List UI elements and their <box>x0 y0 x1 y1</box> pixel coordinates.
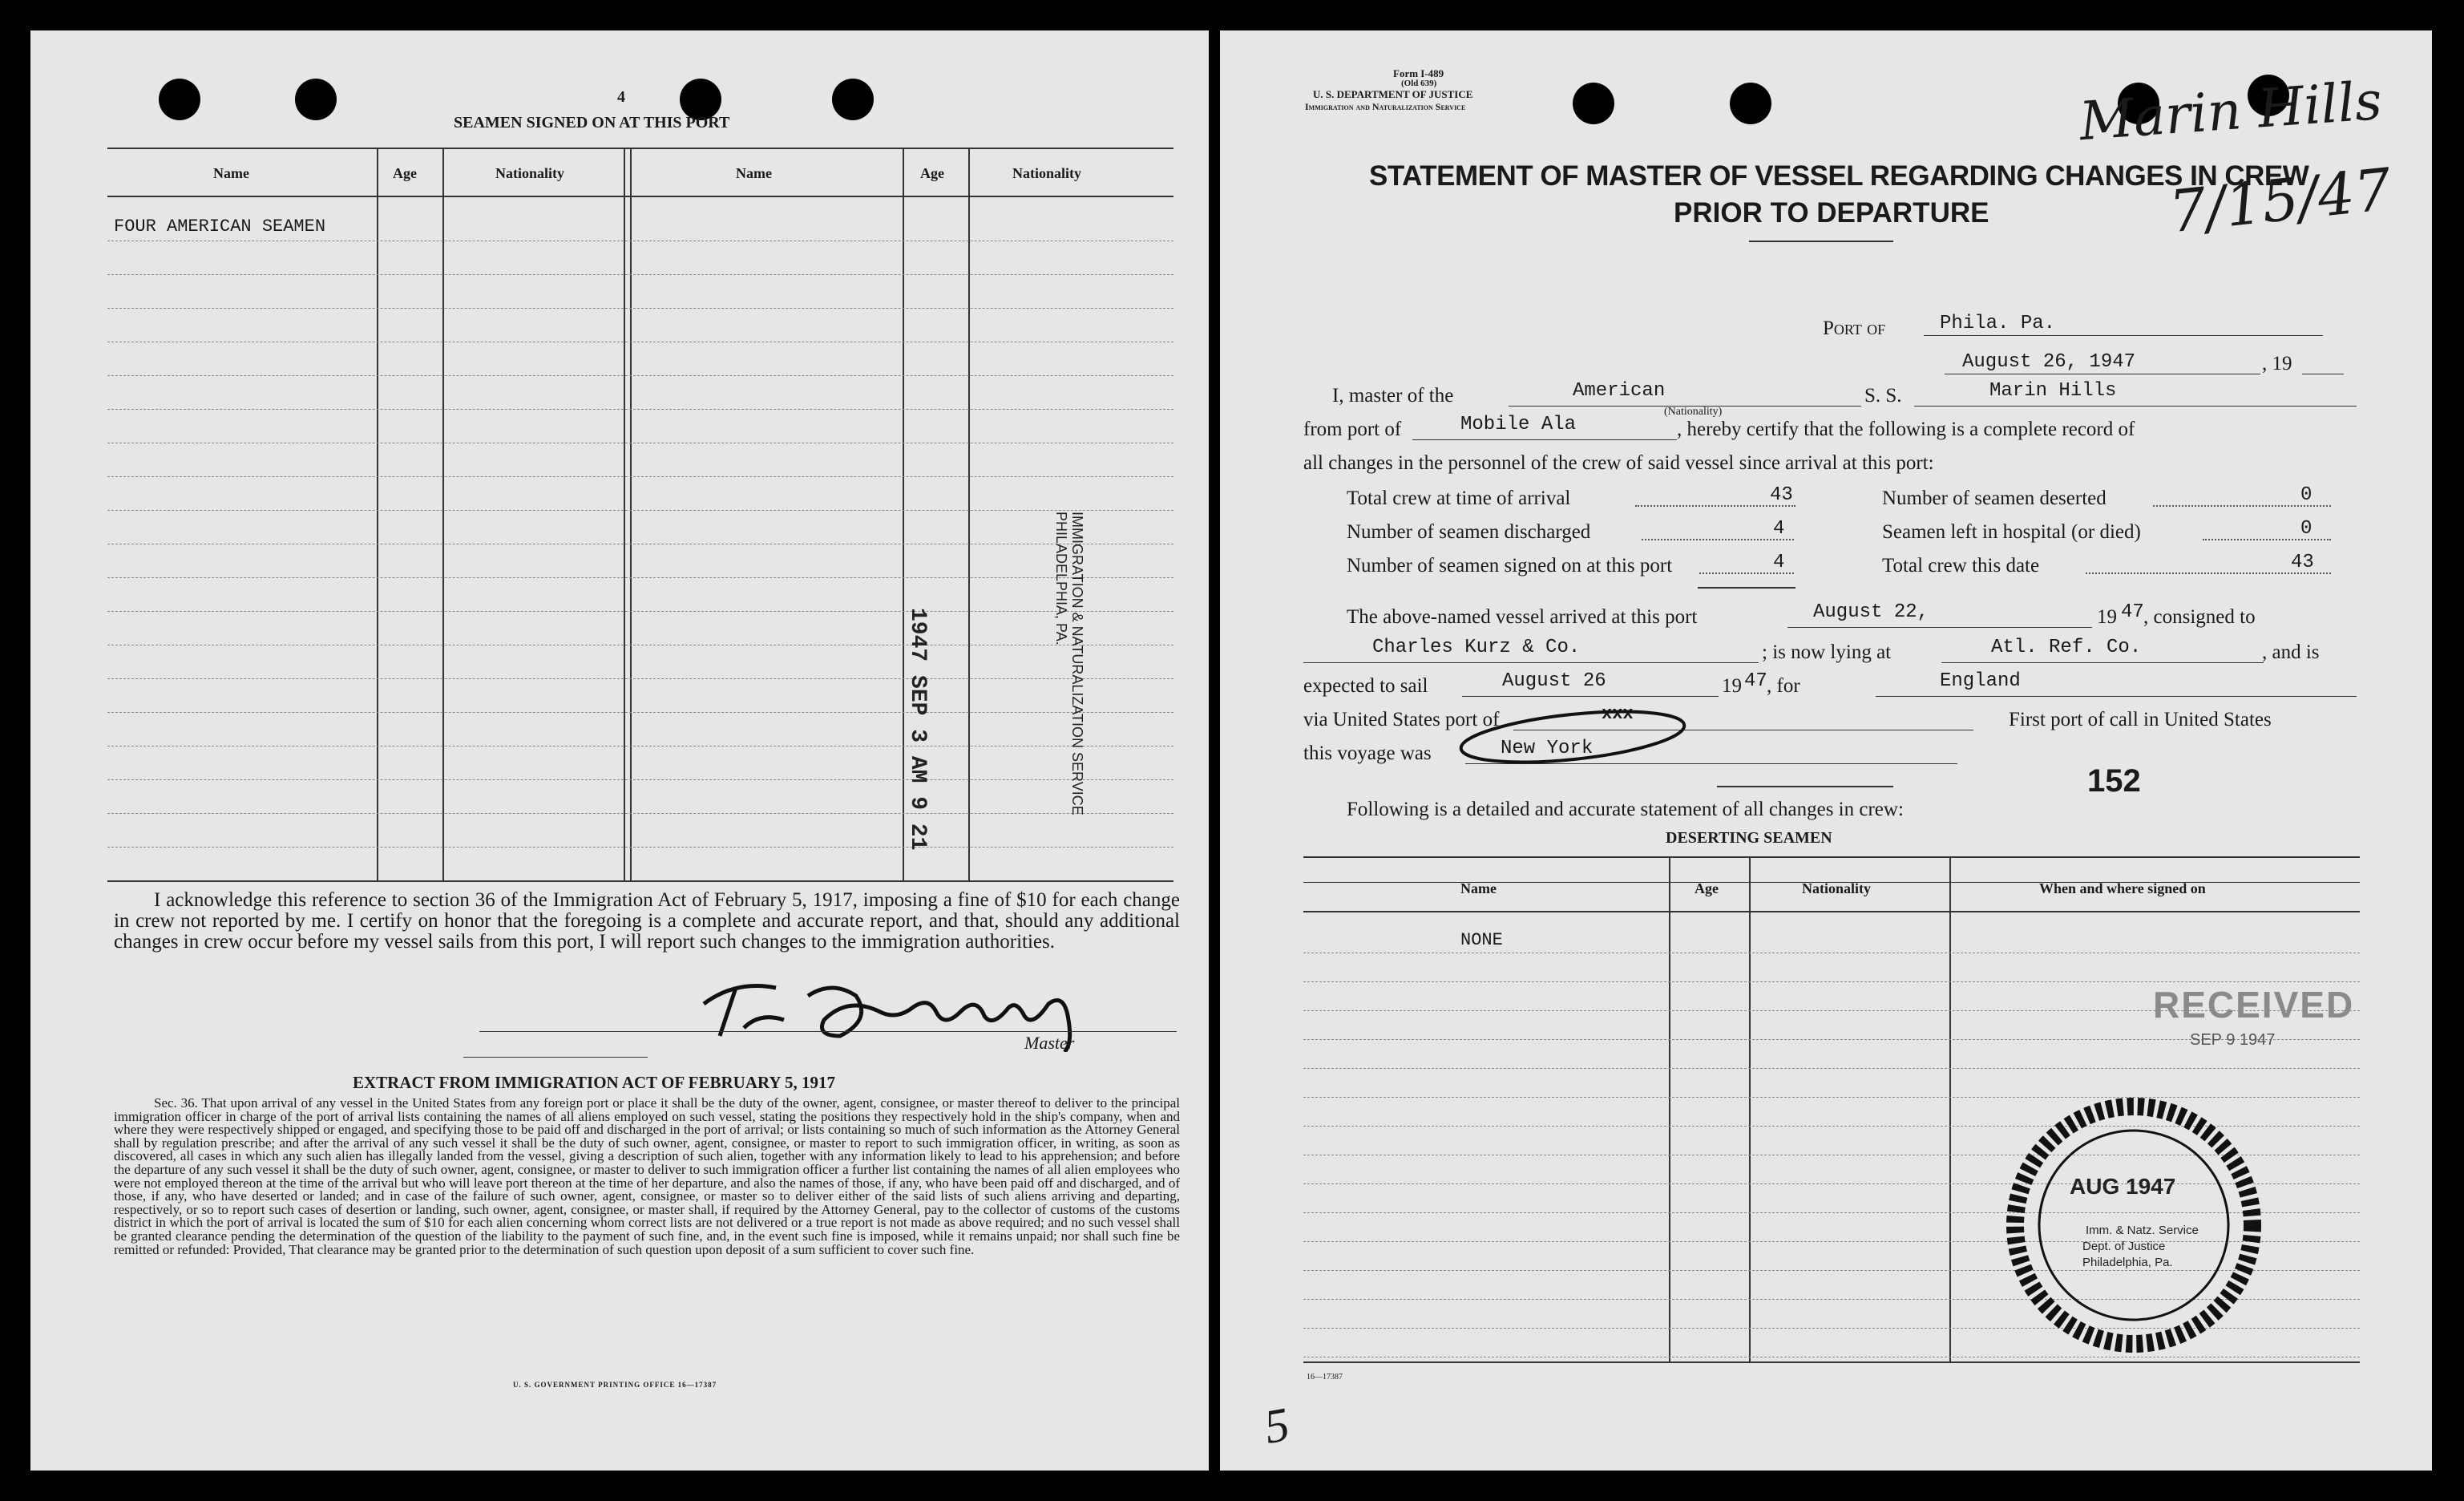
consignee-value: Charles Kurz & Co. <box>1372 637 1581 658</box>
form-title-line1: STATEMENT OF MASTER OF VESSEL REGARDING CHANGES IN CREW <box>1369 160 2309 192</box>
total-arrival-label: Total crew at time of arrival <box>1347 488 1571 509</box>
expected-label: expected to sail <box>1303 675 1428 697</box>
lying-value: Atl. Ref. Co. <box>1991 637 2142 658</box>
date-value: August 26, 1947 <box>1962 351 2136 373</box>
date-suffix: , 19 <box>2262 353 2292 374</box>
arrived-label: The above-named vessel arrived at this port <box>1347 606 1698 628</box>
column-header-age: Age <box>920 165 944 181</box>
table-row <box>107 308 1173 309</box>
for-label: , for <box>1767 675 1800 697</box>
column-header-nationality: Nationality <box>1012 165 1082 181</box>
nationality-value: American <box>1573 380 1666 402</box>
date-stamp: 1947 SEP 3 AM 9 21 <box>905 608 930 851</box>
form-title-line2: PRIOR TO DEPARTURE <box>1674 197 1989 229</box>
table-row <box>107 779 1173 780</box>
total-arrival-value: 43 <box>1770 484 1793 506</box>
total-date-value: 43 <box>2291 552 2314 573</box>
margin-mark: 5 <box>1260 1397 1294 1454</box>
consigned-label: , consigned to <box>2143 606 2256 628</box>
and-is-label: , and is <box>2262 641 2320 663</box>
number-stamp: 152 <box>2087 763 2141 799</box>
sail-year-prefix: 19 <box>1722 675 1742 697</box>
page-number: 4 <box>617 88 625 106</box>
handwritten-ship: Marin Hills <box>2077 69 2385 153</box>
punch-hole <box>1730 83 1771 124</box>
extract-title: EXTRACT FROM IMMIGRATION ACT OF FEBRUARY 5, 1917 <box>353 1073 836 1092</box>
hospital-value: 0 <box>2300 518 2313 540</box>
discharged-label: Number of seamen discharged <box>1347 521 1591 543</box>
vessel-value: Marin Hills <box>1989 380 2117 402</box>
stamp-line: IMMIGRATION & NATURALIZATION SERVICE <box>1069 512 1085 815</box>
punch-hole <box>832 79 874 120</box>
via-label: via United States port of <box>1303 709 1500 730</box>
stamp-line: Imm. & Natz. Service <box>2086 1224 2199 1237</box>
extract-text: Sec. 36. That upon arrival of any vessel in the United States from any foreign port or place it shall be the duty of the owner, agent, consignee, or master thereof to deliver to the principal immigration officer in charge of the port of arrival lists containing the names of all aliens employed on such vessel, stating the positions they respectively hold in the ship's company, when and where they were respectively shipped or engaged, and specifying those to be paid off and discharged in the port of arrival; or lists containing so much of such information as the Attorney General shall by regulation prescribe; and after the arrival of any such vessel it shall be the duty of such owner, agent, consignee, or master to report to such immigration officer, in writing, as soon as discovered, all cases in which any such alien has illegally landed from the vessel, giving a description of such alien, together with any information likely to lead to his apprehension; and before the departure of any such vessel it shall be the duty of such owner, agent, consignee, or master to deliver to such immigration officer a further list containing the names of all alien employees who were not employed thereon at the time of the arrival but who will leave port thereon at the time of her departure, and also the names of those, if any, who have been paid off and discharged, and of those, if any, who have deserted or landed; and in case of the failure of such owner, agent, consignee, or master so to deliver either of the said lists of such aliens arriving and departing, respectively, or so to report such cases of desertion or landing, such owner, agent, consignee, or master shall, if required by the Attorney General, pay to the collector of customs of the customs district in which the port of arrival is located the sum of $10 for each alien concerning whom correct lists are not delivered or a true report is not made as above required; and no such vessel shall be granted clearance pending the determination of the question of the liability to the payment of such fine, and, in the event such fine is imposed, while it remains unpaid; nor shall such fine be remitted or refunded: Provided, That clearance may be granted prior to the determination of such question upon deposit of a sum sufficient to cover such fine. <box>114 1095 1180 1257</box>
table-row <box>1303 981 2360 982</box>
port-label: Port of <box>1823 318 1886 339</box>
master-label: Master <box>1024 1033 1075 1053</box>
right-page <box>1220 30 2432 1471</box>
table-row <box>107 813 1173 814</box>
sail-value: August 26 <box>1502 670 1606 692</box>
ellipse-mark <box>1452 701 1693 773</box>
table-entry: NONE <box>1460 930 1503 950</box>
destination-value: England <box>1940 670 2021 692</box>
received-date: SEP 9 1947 <box>2190 1031 2276 1049</box>
hospital-label: Seamen left in hospital (or died) <box>1882 521 2141 543</box>
table-row <box>107 678 1173 679</box>
sail-year: 47 <box>1744 670 1767 692</box>
column-header-nationality: Nationality <box>495 165 565 181</box>
table-row <box>107 611 1173 612</box>
stamp-line: Dept. of Justice <box>2082 1240 2166 1253</box>
deserted-label: Number of seamen deserted <box>1882 488 2107 509</box>
left-footer: U. S. GOVERNMENT PRINTING OFFICE 16—17387 <box>513 1381 717 1389</box>
deserting-title: DESERTING SEAMEN <box>1666 829 1832 847</box>
signed-on-label: Number of seamen signed on at this port <box>1347 555 1673 577</box>
lying-label: ; is now lying at <box>1762 641 1892 663</box>
master-signature <box>688 964 1153 1052</box>
table-row <box>107 409 1173 410</box>
punch-hole <box>159 79 200 120</box>
column-header-age: Age <box>1695 880 1719 896</box>
signed-on-value: 4 <box>1773 552 1785 573</box>
table-row <box>107 476 1173 477</box>
received-stamp: RECEIVED <box>2153 984 2355 1026</box>
column-header-name: Name <box>213 165 249 181</box>
stamp-date: AUG 1947 <box>2070 1174 2176 1199</box>
table-row <box>1303 1068 2360 1069</box>
left-page <box>30 30 1209 1471</box>
table-row <box>107 577 1173 578</box>
table-row <box>107 847 1173 848</box>
from-port-value: Mobile Ala <box>1460 414 1577 435</box>
certify-text: , hereby certify that the following is a complete record of <box>1677 419 2135 440</box>
via-value: xxx <box>1602 704 1634 724</box>
circular-stamp <box>2006 1097 2262 1353</box>
changes-text: all changes in the personnel of the crew of said vessel since arrival at this port: <box>1303 452 1934 474</box>
form-old-number: (Old 639) <box>1401 79 1437 88</box>
right-footer: 16—17387 <box>1307 1373 1343 1382</box>
arrived-year-prefix: 19 <box>2097 606 2117 628</box>
acknowledgment-text: I acknowledge this reference to section 36 of the Immigration Act of February 5, 1917, imposing a fine of $10 for each change in crew not reported by me. I certify on honor that the foregoing is a complete and accurate report, and that, should any additional changes in crew occur before my vessel sails from this port, I will report such changes to the immigration authorities. <box>114 889 1180 953</box>
table-row <box>107 510 1173 511</box>
column-header-age: Age <box>393 165 417 181</box>
form-number: Form I-489 <box>1393 67 1444 79</box>
master-of-label: I, master of the <box>1332 385 1454 407</box>
voyage-value: New York <box>1501 738 1594 759</box>
first-port-label: First port of call in United States <box>2009 709 2272 730</box>
nationality-caption: (Nationality) <box>1664 406 1723 418</box>
arrived-year: 47 <box>2121 601 2144 623</box>
table-entry: FOUR AMERICAN SEAMEN <box>114 216 326 237</box>
table-row <box>107 274 1173 275</box>
stamp-line: Philadelphia, Pa. <box>2082 1256 2173 1269</box>
column-header-name: Name <box>736 165 772 181</box>
table-row <box>107 712 1173 713</box>
department: U. S. DEPARTMENT OF JUSTICE <box>1313 88 1473 100</box>
column-header-name: Name <box>1460 880 1497 896</box>
arrived-value: August 22, <box>1813 601 1929 623</box>
ss-label: S. S. <box>1864 385 1902 407</box>
punch-hole <box>295 79 337 120</box>
service: Immigration and Naturalization Service <box>1305 101 1466 112</box>
stamp-line: PHILADELPHIA, PA. <box>1053 512 1069 645</box>
section-title: SEAMEN SIGNED ON AT THIS PORT <box>454 114 730 131</box>
deserted-value: 0 <box>2300 484 2313 506</box>
voyage-label: this voyage was <box>1303 742 1432 764</box>
column-header-nationality: Nationality <box>1802 880 1872 896</box>
table-row <box>107 375 1173 376</box>
column-header-when-where: When and where signed on <box>2039 880 2206 896</box>
punch-hole <box>1573 83 1614 124</box>
discharged-value: 4 <box>1773 518 1785 540</box>
following-text: Following is a detailed and accurate statement of all changes in crew: <box>1347 799 1904 820</box>
total-date-label: Total crew this date <box>1882 555 2040 577</box>
handwritten-date: 7/15/47 <box>2166 155 2395 246</box>
from-port-label: from port of <box>1303 419 1402 440</box>
port-value: Phila. Pa. <box>1940 313 2056 334</box>
